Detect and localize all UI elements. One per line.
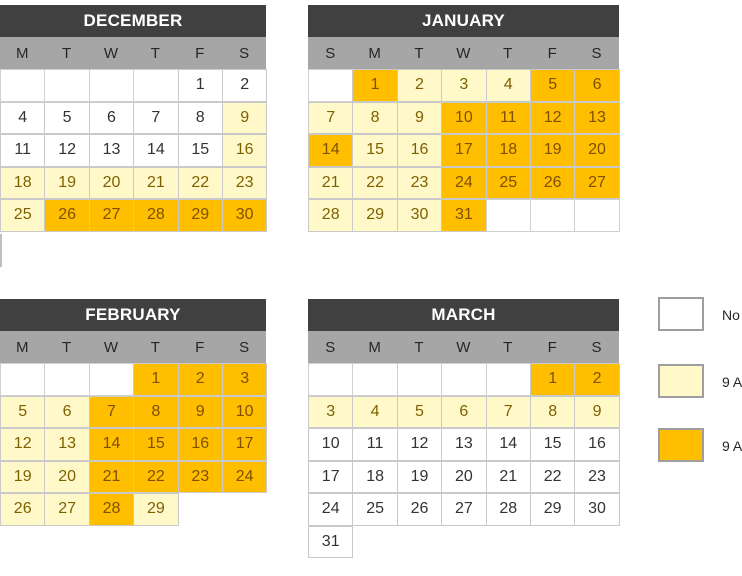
day-cell: 21 (133, 167, 178, 200)
day-cell: 22 (352, 167, 397, 200)
day-cell: 6 (441, 396, 486, 429)
day-cell: 5 (44, 102, 89, 135)
day-cell: 23 (222, 167, 267, 200)
day-cell: 28 (133, 199, 178, 232)
day-cell: 30 (397, 199, 442, 232)
day-cell: 20 (574, 134, 619, 167)
empty-day-cell (0, 69, 45, 102)
day-cell: 29 (133, 493, 178, 526)
weekday-label: S (574, 37, 618, 69)
day-cell: 1 (178, 69, 223, 102)
day-cell: 8 (133, 396, 178, 429)
day-cell: 12 (397, 428, 442, 461)
empty-day-cell (308, 363, 353, 396)
day-cell: 1 (530, 363, 575, 396)
day-cell: 4 (0, 102, 45, 135)
legend-label-light: 9 A (722, 374, 742, 390)
empty-day-cell (397, 363, 442, 396)
week-row (0, 363, 266, 396)
day-cell: 31 (308, 526, 353, 559)
empty-day-cell (308, 69, 353, 102)
legend-swatch-light (658, 364, 704, 398)
day-cell: 6 (89, 102, 134, 135)
blank-space (352, 526, 397, 559)
blank-space (397, 526, 442, 559)
day-cell: 10 (308, 428, 353, 461)
month-title: DECEMBER (0, 5, 266, 37)
day-cell: 4 (352, 396, 397, 429)
day-cell: 7 (89, 396, 134, 429)
day-cell: 15 (178, 134, 223, 167)
day-cell: 23 (178, 461, 223, 494)
day-cell: 11 (486, 102, 531, 135)
day-cell: 24 (441, 167, 486, 200)
day-cell: 21 (486, 461, 531, 494)
empty-day-cell (441, 363, 486, 396)
week-row (308, 69, 619, 102)
month-title: JANUARY (308, 5, 619, 37)
day-cell: 1 (133, 363, 178, 396)
day-cell: 25 (0, 199, 45, 232)
day-cell: 2 (397, 69, 442, 102)
day-cell: 15 (352, 134, 397, 167)
weekday-label: T (397, 331, 441, 363)
day-cell: 26 (530, 167, 575, 200)
day-cell: 8 (530, 396, 575, 429)
day-cell: 7 (308, 102, 353, 135)
weekday-label: M (352, 331, 396, 363)
day-cell: 6 (574, 69, 619, 102)
day-cell: 8 (352, 102, 397, 135)
day-cell: 12 (530, 102, 575, 135)
day-cell: 28 (308, 199, 353, 232)
day-cell: 22 (530, 461, 575, 494)
month-title: MARCH (308, 299, 619, 331)
day-cell: 15 (530, 428, 575, 461)
day-cell: 13 (441, 428, 486, 461)
day-cell: 29 (352, 199, 397, 232)
week-row (0, 199, 266, 232)
day-cell: 3 (308, 396, 353, 429)
weekday-label: M (0, 331, 44, 363)
day-cell: 24 (222, 461, 267, 494)
empty-day-cell (44, 69, 89, 102)
week-row (0, 102, 266, 135)
weekday-label: S (308, 37, 352, 69)
weekday-label: F (530, 37, 574, 69)
day-cell: 3 (441, 69, 486, 102)
weekday-label: T (44, 37, 88, 69)
day-cell: 19 (397, 461, 442, 494)
day-cell: 27 (574, 167, 619, 200)
day-cell: 2 (574, 363, 619, 396)
blank-space (178, 493, 223, 526)
weekday-header-row (0, 331, 266, 363)
weekday-label: T (397, 37, 441, 69)
empty-day-cell (133, 69, 178, 102)
day-cell: 13 (44, 428, 89, 461)
weekday-label: W (441, 37, 485, 69)
weekday-label: S (222, 37, 266, 69)
blank-space (574, 526, 619, 559)
week-row (308, 134, 619, 167)
weekday-label: F (530, 331, 574, 363)
day-cell: 2 (178, 363, 223, 396)
empty-day-cell (530, 199, 575, 232)
day-cell: 25 (352, 493, 397, 526)
week-row (0, 396, 266, 429)
day-cell: 24 (308, 493, 353, 526)
day-cell: 22 (178, 167, 223, 200)
weekday-label: S (308, 331, 352, 363)
day-cell: 18 (352, 461, 397, 494)
day-cell: 14 (486, 428, 531, 461)
day-cell: 26 (44, 199, 89, 232)
weekday-label: W (89, 331, 133, 363)
day-cell: 16 (178, 428, 223, 461)
blank-space (486, 526, 531, 559)
empty-day-cell (352, 363, 397, 396)
empty-day-cell (89, 363, 134, 396)
day-cell: 19 (0, 461, 45, 494)
day-cell: 13 (89, 134, 134, 167)
day-cell: 12 (44, 134, 89, 167)
blank-space (441, 526, 486, 559)
day-cell: 13 (574, 102, 619, 135)
legend-swatch-gold (658, 428, 704, 462)
day-cell: 14 (89, 428, 134, 461)
week-row (0, 493, 266, 526)
day-cell: 18 (0, 167, 45, 200)
weekday-label: W (441, 331, 485, 363)
day-grid (0, 363, 266, 526)
day-cell: 17 (441, 134, 486, 167)
day-cell: 23 (574, 461, 619, 494)
weekday-label: W (89, 37, 133, 69)
day-cell: 1 (352, 69, 397, 102)
day-cell: 6 (44, 396, 89, 429)
weekday-label: S (574, 331, 618, 363)
weekday-header-row (308, 37, 619, 69)
weekday-label: T (133, 331, 177, 363)
day-cell: 15 (133, 428, 178, 461)
weekday-label: M (0, 37, 44, 69)
week-row (308, 428, 619, 461)
week-row (308, 363, 619, 396)
weekday-label: M (352, 37, 396, 69)
day-cell: 17 (222, 428, 267, 461)
weekday-header-row (308, 331, 619, 363)
legend-label-gold: 9 A (722, 438, 742, 454)
day-cell: 5 (0, 396, 45, 429)
week-row (308, 167, 619, 200)
weekday-label: T (486, 37, 530, 69)
day-cell: 17 (308, 461, 353, 494)
legend-swatch-closed (658, 297, 704, 331)
day-cell: 5 (530, 69, 575, 102)
day-cell: 27 (89, 199, 134, 232)
day-cell: 5 (397, 396, 442, 429)
day-cell: 28 (486, 493, 531, 526)
weekday-label: F (178, 37, 222, 69)
day-grid (0, 69, 266, 232)
week-row (0, 134, 266, 167)
day-cell: 10 (441, 102, 486, 135)
day-cell: 14 (308, 134, 353, 167)
day-cell: 25 (486, 167, 531, 200)
weekday-label: T (44, 331, 88, 363)
day-cell: 29 (530, 493, 575, 526)
blank-space (222, 493, 267, 526)
day-cell: 22 (133, 461, 178, 494)
day-cell: 19 (530, 134, 575, 167)
day-cell: 11 (352, 428, 397, 461)
day-cell: 21 (89, 461, 134, 494)
day-cell: 21 (308, 167, 353, 200)
day-cell: 12 (0, 428, 45, 461)
empty-day-cell (0, 363, 45, 396)
day-cell: 31 (441, 199, 486, 232)
day-cell: 16 (574, 428, 619, 461)
empty-day-cell (44, 363, 89, 396)
empty-day-cell (574, 199, 619, 232)
empty-day-cell (486, 363, 531, 396)
week-row (308, 526, 619, 559)
empty-day-cell (486, 199, 531, 232)
day-grid (308, 69, 619, 232)
week-row (0, 167, 266, 200)
week-row (0, 69, 266, 102)
week-row (308, 396, 619, 429)
legend-label-closed: No (722, 307, 740, 323)
left-edge-line (0, 234, 2, 267)
day-cell: 9 (178, 396, 223, 429)
day-cell: 29 (178, 199, 223, 232)
day-cell: 28 (89, 493, 134, 526)
day-grid (308, 363, 619, 558)
day-cell: 20 (44, 461, 89, 494)
empty-day-cell (89, 69, 134, 102)
day-cell: 10 (222, 396, 267, 429)
week-row (308, 199, 619, 232)
day-cell: 7 (133, 102, 178, 135)
day-cell: 14 (133, 134, 178, 167)
week-row (0, 461, 266, 494)
month-title: FEBRUARY (0, 299, 266, 331)
day-cell: 30 (574, 493, 619, 526)
day-cell: 16 (397, 134, 442, 167)
day-cell: 19 (44, 167, 89, 200)
weekday-label: S (222, 331, 266, 363)
week-row (0, 428, 266, 461)
week-row (308, 102, 619, 135)
day-cell: 20 (89, 167, 134, 200)
day-cell: 2 (222, 69, 267, 102)
day-cell: 8 (178, 102, 223, 135)
day-cell: 23 (397, 167, 442, 200)
weekday-label: T (133, 37, 177, 69)
day-cell: 3 (222, 363, 267, 396)
weekday-label: F (178, 331, 222, 363)
day-cell: 26 (397, 493, 442, 526)
day-cell: 27 (44, 493, 89, 526)
day-cell: 4 (486, 69, 531, 102)
blank-space (530, 526, 575, 559)
weekday-label: T (486, 331, 530, 363)
day-cell: 16 (222, 134, 267, 167)
week-row (308, 493, 619, 526)
day-cell: 20 (441, 461, 486, 494)
day-cell: 9 (574, 396, 619, 429)
week-row (308, 461, 619, 494)
day-cell: 18 (486, 134, 531, 167)
day-cell: 27 (441, 493, 486, 526)
day-cell: 7 (486, 396, 531, 429)
day-cell: 9 (397, 102, 442, 135)
day-cell: 11 (0, 134, 45, 167)
weekday-header-row (0, 37, 266, 69)
day-cell: 9 (222, 102, 267, 135)
day-cell: 26 (0, 493, 45, 526)
day-cell: 30 (222, 199, 267, 232)
